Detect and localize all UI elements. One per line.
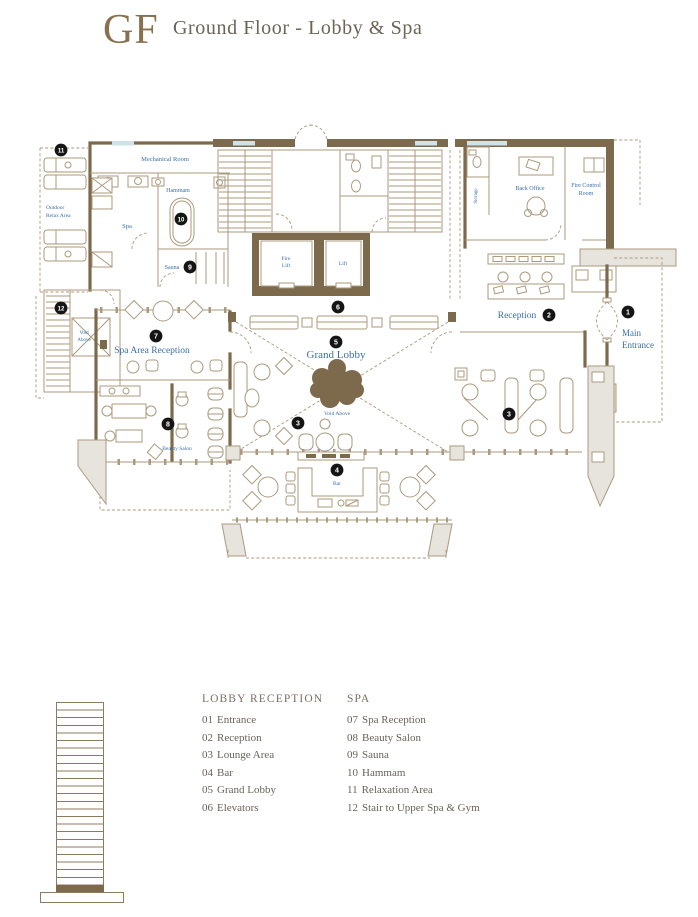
spa-wing [90, 141, 232, 304]
right-exterior-pier [588, 366, 614, 506]
reception-counter [488, 254, 564, 299]
marker-8 [162, 418, 175, 431]
legend-item: 11 Relaxation Area [347, 784, 433, 797]
lobby-tree [310, 359, 364, 408]
back-office-chair [527, 197, 545, 215]
bar-stool [380, 496, 389, 505]
room-label-void-above: Void Above [323, 411, 351, 417]
room-label-spa: Spa [122, 223, 132, 230]
legend-item: 12 Stair to Upper Spa & Gym [347, 801, 480, 814]
marker-3-right [503, 408, 516, 421]
floor-code: GF [103, 7, 159, 53]
svg-text:8: 8 [166, 421, 170, 429]
room-label-void-stair-2: Above [77, 338, 91, 343]
svg-text:3: 3 [296, 420, 300, 428]
elevator-core [213, 125, 448, 296]
beauty-salon [78, 380, 230, 510]
room-label-fire-control-1: Fire Control [571, 183, 601, 189]
room-label-lift: Lift [338, 261, 348, 267]
bar-stool [286, 472, 295, 481]
legend-item: 03 Lounge Area [202, 749, 275, 762]
room-label-fire-lift-1: Fire [281, 256, 291, 262]
room-label-storage: Storage [474, 188, 479, 204]
lounge-group-center [299, 419, 352, 451]
legend-heading: LOBBY RECEPTION [202, 693, 324, 705]
legend-item: 05 Grand Lobby [202, 784, 276, 797]
room-label-bar: Bar [333, 481, 341, 487]
room-label-beauty-salon: Beauty Salon [162, 446, 192, 452]
terrace-pier [222, 524, 246, 556]
room-label-spa-area-reception: Spa Area Reception [114, 346, 190, 356]
manicure-table [112, 404, 146, 418]
legend-item: 04 Bar [202, 766, 233, 779]
room-label-reception: Reception [497, 311, 537, 321]
marker-4 [331, 464, 344, 477]
svg-text:10: 10 [177, 217, 185, 224]
office-wing [450, 139, 640, 321]
stair-left [218, 150, 272, 232]
building-elevation-icon [56, 702, 104, 887]
room-label-fire-control-2: Room [578, 191, 594, 197]
svg-text:9: 9 [188, 264, 192, 272]
building-base [40, 892, 124, 903]
exterior-pier [78, 440, 106, 504]
bar-stool [286, 496, 295, 505]
legend-spa [347, 693, 480, 820]
marker-3-left [292, 417, 305, 430]
lounge-group-left [234, 358, 292, 445]
legend-item: 10 Hammam [347, 766, 406, 779]
lift-block [252, 233, 370, 296]
sun-lounger [44, 230, 86, 244]
svg-text:11: 11 [57, 148, 65, 155]
outdoor-relax-area [40, 148, 88, 292]
marker-10 [175, 213, 188, 226]
room-label-main-entrance-1: Main [622, 328, 641, 338]
room-label-sauna: Sauna [164, 265, 180, 271]
svg-text:2: 2 [547, 312, 551, 320]
bar-stool [380, 472, 389, 481]
highlighted-ground-floor [56, 885, 104, 892]
stair-right [388, 150, 442, 232]
sun-lounger [44, 175, 86, 189]
terrace-pier [428, 524, 452, 556]
legend-item: 01 Entrance [202, 714, 257, 726]
legend-heading: SPA [347, 693, 371, 705]
marker-5 [330, 336, 343, 349]
marker-9 [184, 261, 197, 274]
room-label-outdoor-relax-2: Relax Area [46, 213, 71, 219]
legend-item: 09 Sauna [347, 749, 389, 762]
room-label-hammam: Hammam [166, 188, 190, 194]
svg-text:1: 1 [626, 309, 630, 317]
marker-1 [622, 306, 635, 319]
bar-stool [286, 484, 295, 493]
legend-item: 07 Spa Reception [347, 714, 426, 726]
grand-lobby [226, 312, 585, 460]
room-label-fire-lift-2: Lift [281, 263, 291, 269]
lounge-group-right [455, 368, 573, 436]
svg-text:7: 7 [154, 333, 158, 341]
svg-text:5: 5 [334, 339, 338, 347]
legend-lobby-reception [202, 693, 323, 820]
bar-stool [380, 484, 389, 493]
room-label-back-office: Back Office [515, 186, 545, 192]
svg-text:12: 12 [57, 306, 65, 313]
room-label-main-entrance-2: Entrance [622, 340, 654, 350]
legend-item: 06 Elevators [202, 801, 259, 814]
room-label-mechanical-room: Mechanical Room [141, 156, 189, 163]
page-title: Ground Floor - Lobby & Spa [173, 17, 423, 39]
room-label-void-stair-1: Void [79, 331, 89, 336]
svg-text:4: 4 [335, 467, 339, 475]
marker-2 [543, 309, 556, 322]
marker-7 [150, 330, 163, 343]
svg-text:3: 3 [507, 411, 511, 419]
room-label-grand-lobby: Grand Lobby [306, 349, 366, 361]
legend-item: 02 Reception [202, 731, 262, 744]
marker-12 [55, 302, 68, 315]
legend-item: 08 Beauty Salon [347, 731, 421, 744]
svg-text:6: 6 [336, 304, 340, 312]
outdoor-stair-tower [36, 290, 120, 398]
core-wc [272, 150, 388, 232]
room-label-outdoor-relax-1: Outdoor [46, 205, 65, 211]
marker-11 [55, 144, 68, 157]
marker-6 [332, 301, 345, 314]
